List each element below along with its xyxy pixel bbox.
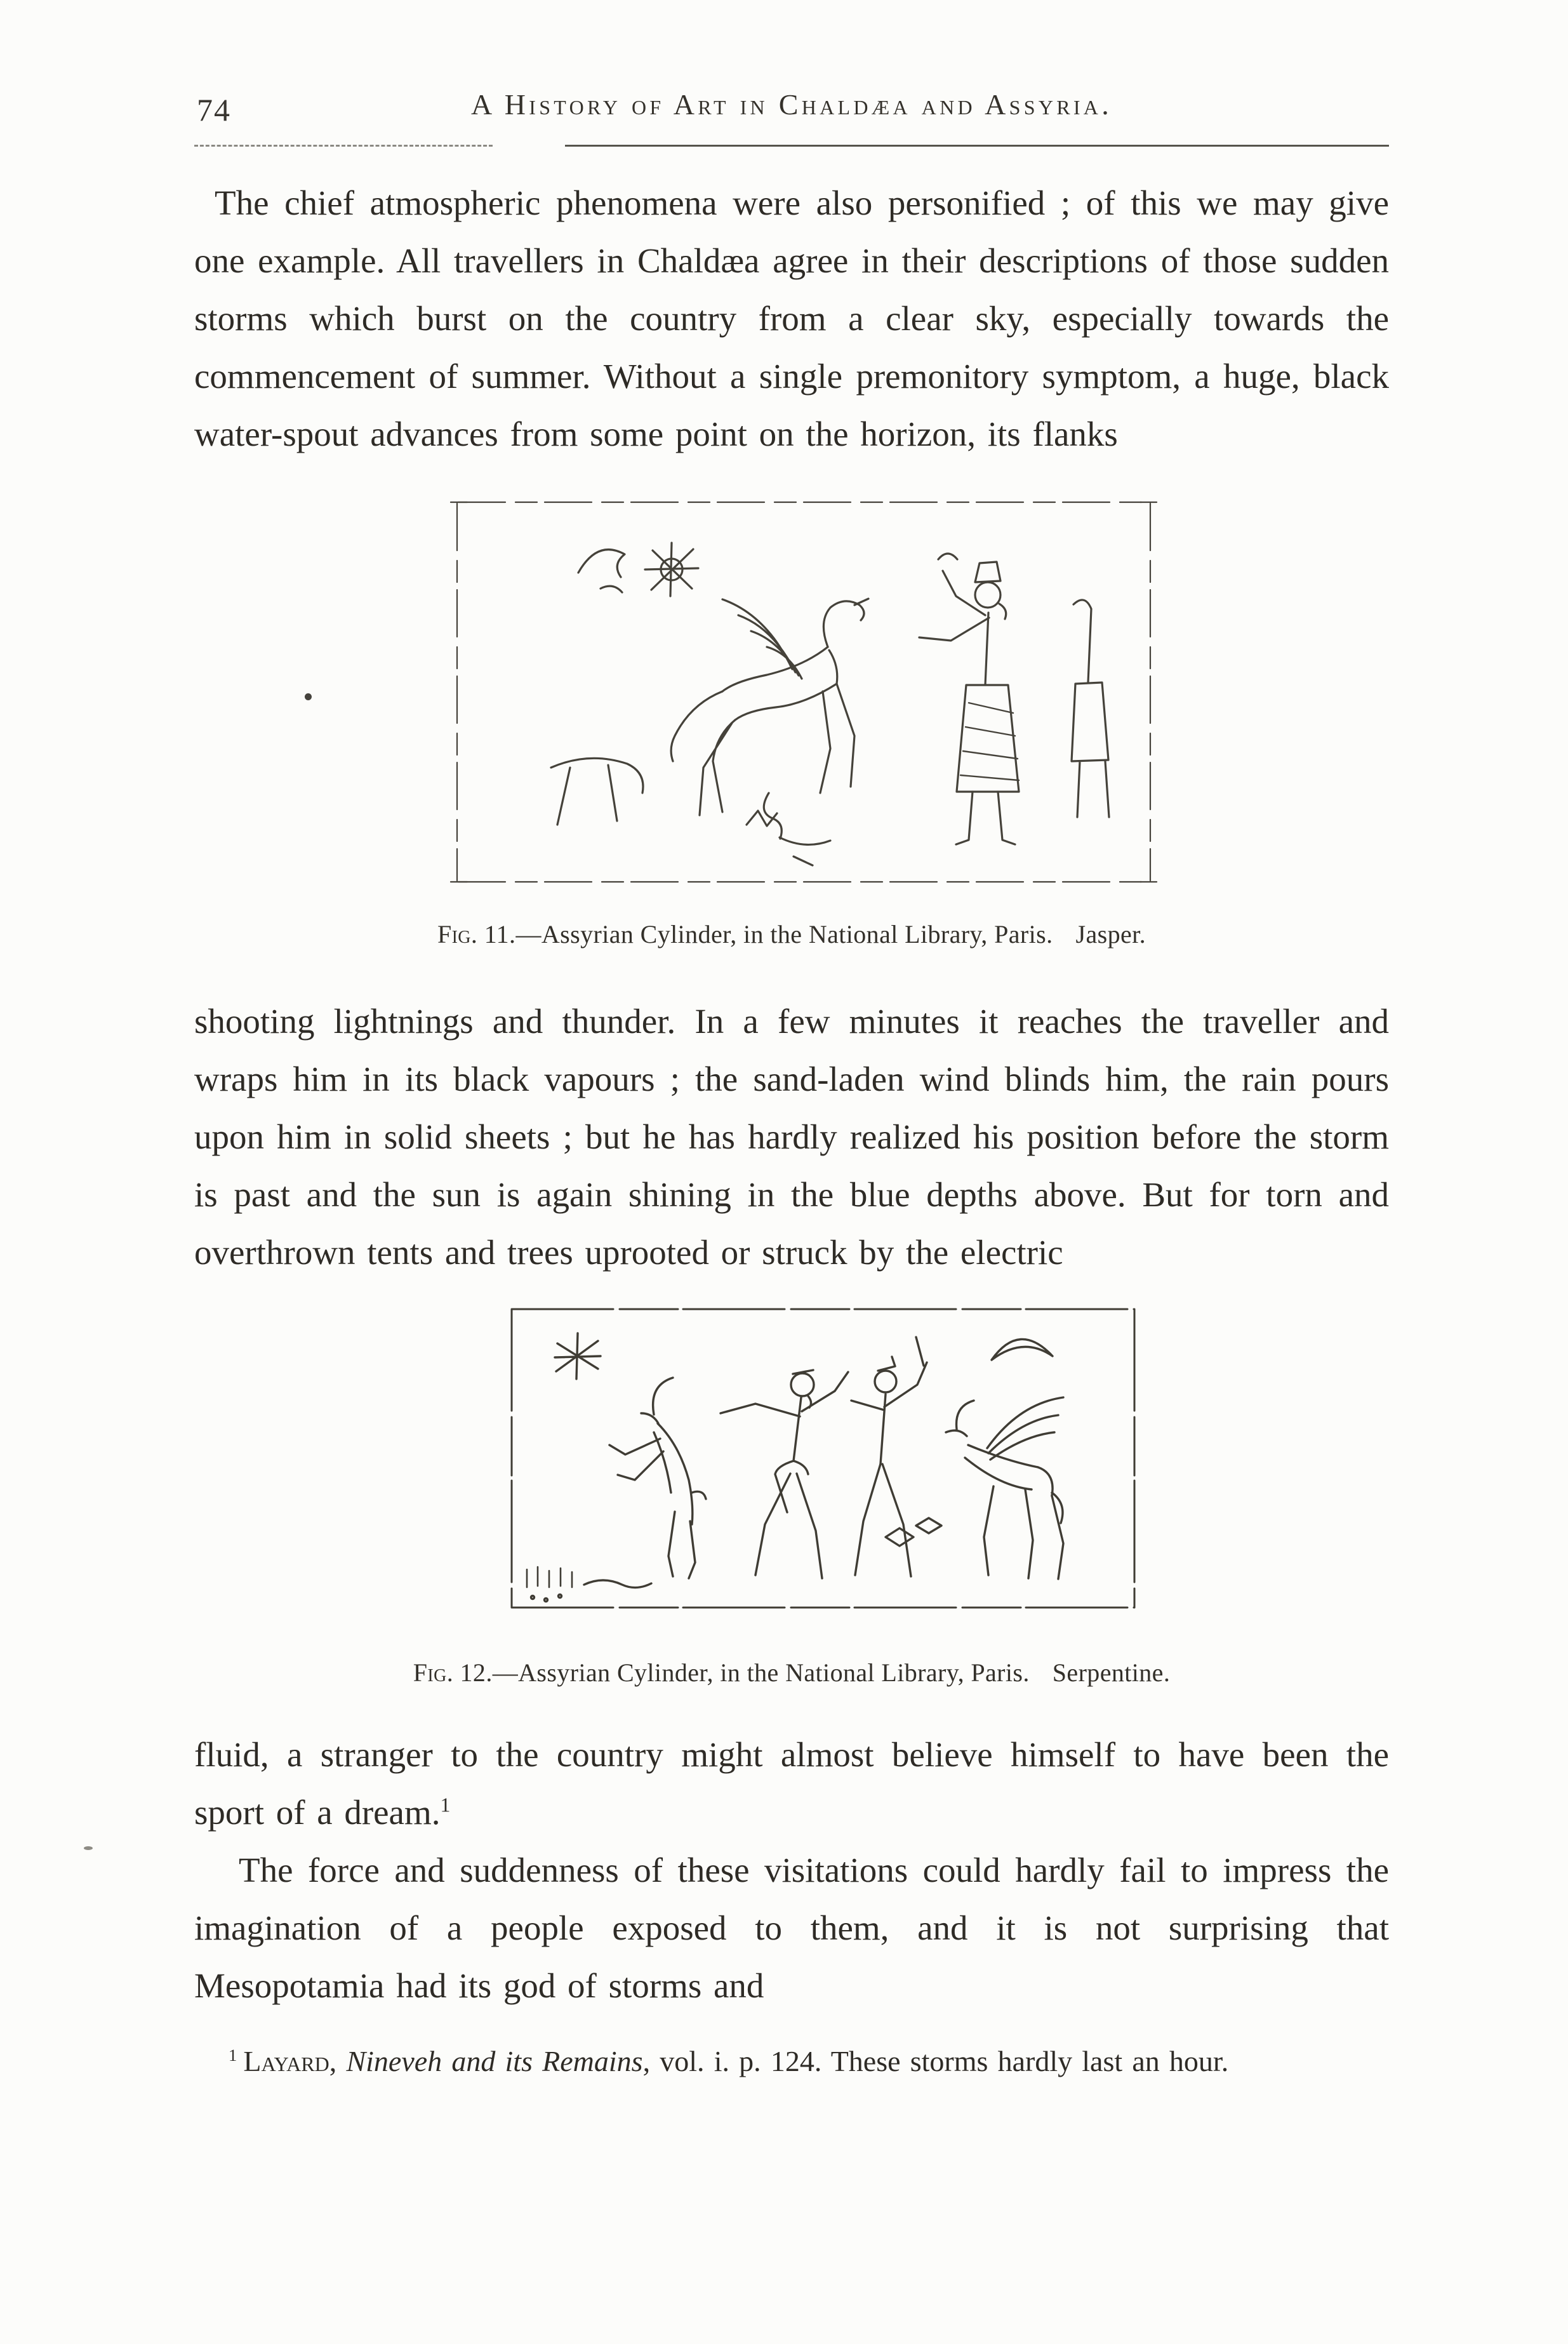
figure-11-caption-text: —Assyrian Cylinder, in the National Library, Paris. [515, 920, 1053, 949]
paragraph-2: shooting lightnings and thunder. In a few minutes it reaches the traveller and wraps him in its black vapours ; the sand-laden wind blinds him, the rain pours upon him in solid sheets ; but he has hardly realized his position before the storm is past and the sun is again shining in the blue depths above. But for torn and overthrown tents and trees uprooted or struck by the electric [194, 1002, 1389, 1272]
paragraph-4: The force and suddenness of these visitations could hardly fail to impress the imagination of a people exposed to them, and it is not surprising that Mesopotamia had its god of storms and [194, 1851, 1389, 2005]
footnote-marker: 1 [229, 2045, 237, 2065]
figure-12-engraving [504, 1302, 1142, 1628]
text-block [194, 88, 1389, 2087]
figure-12-material: Serpentine. [1052, 1658, 1171, 1687]
footnote [194, 2036, 1389, 2087]
header-rule-solid-segment [565, 145, 1389, 147]
figure-12-caption [194, 1658, 1389, 1688]
figure-11-engraving [448, 493, 1159, 890]
footnote-reference: 1 [440, 1794, 451, 1816]
scan-speck-faint [84, 1846, 93, 1850]
figure-11 [194, 493, 1389, 949]
paragraph-3-text: fluid, a stranger to the country might almost believe himself to have been the sport of a dream. [194, 1735, 1389, 1832]
header-rule [194, 145, 1389, 147]
page-number: 74 [197, 92, 231, 128]
page-header [194, 88, 1389, 127]
footnote-work-title: Nineveh and its Remains [346, 2045, 643, 2077]
cylinder-seal-drawing-2 [504, 1302, 1142, 1628]
cylinder-seal-drawing-1 [448, 493, 1159, 890]
figure-11-material: Jasper. [1075, 920, 1146, 949]
figure-12 [194, 1302, 1389, 1688]
figure-11-caption [194, 919, 1389, 949]
footnote-author: Layard, [243, 2045, 337, 2077]
figure-12-caption-text: —Assyrian Cylinder, in the National Library, Paris. [492, 1658, 1030, 1687]
scan-speck [305, 693, 312, 700]
paragraph-3 [194, 1726, 1389, 1841]
figure-12-label: Fig. 12. [413, 1658, 493, 1687]
footnote-text: , vol. i. p. 124. These storms hardly last an hour. [642, 2045, 1229, 2077]
paragraph-1: The chief atmospheric phenomena were also personified ; of this we may give one example. All travellers in Chaldæa agree in their descriptions of those sudden storms which burst on the country from a clear sky, especially towards the commencement of summer. Without a single premonitory symptom, a huge, black water-spout advances from some point on the horizon, its flanks [194, 183, 1389, 453]
running-title: A History of Art in Chaldæa and Assyria. [471, 88, 1112, 121]
header-rule-dashed-segment [194, 145, 493, 147]
figure-11-label: Fig. 11. [437, 920, 516, 949]
